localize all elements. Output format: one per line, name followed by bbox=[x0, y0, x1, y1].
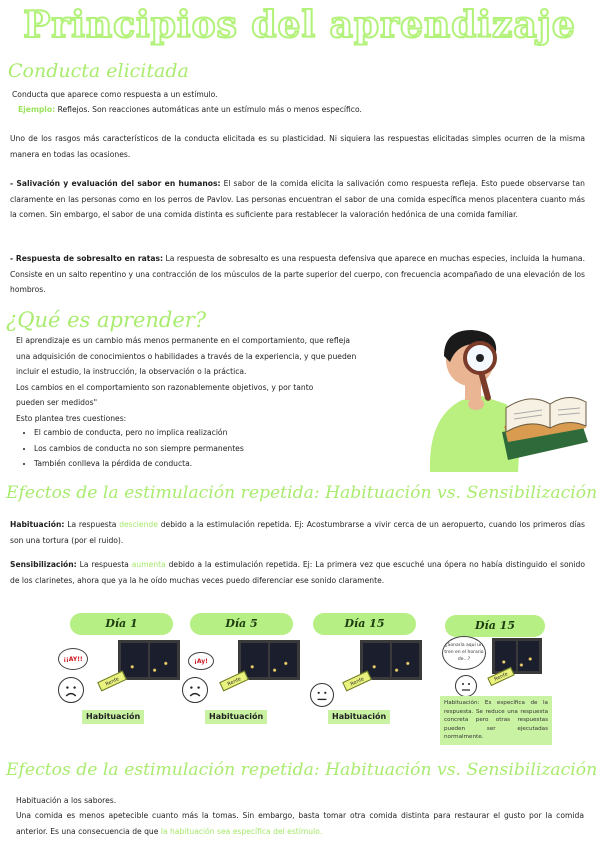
salivacion-text: El sabor de la comida elicita la salivación como respuesta refleja. Esto puede observarse tan claramente en las personas como en los perros de Pavlov. Las personas encuentran el sabor de una comida específica menos placentera cuanto más la comen. Sin embargo, el sabor de una comida distinta es suficiente para restablecer la valoración hedónica de una comida familiar. bbox=[10, 179, 585, 219]
window-night-illustration bbox=[238, 640, 300, 680]
sensibilizacion-label: Sensibilización: bbox=[10, 560, 77, 569]
aprender-line: incluir el estudio, la instrucción, la observación o la práctica. bbox=[16, 367, 247, 376]
habituacion-text: La respuesta bbox=[64, 520, 120, 529]
example-label: Ejemplo: bbox=[18, 105, 56, 114]
habituacion-definition bbox=[10, 517, 585, 548]
habituacion-note: Habituación: Es específica de la respuesta. Se reduce una respuesta concreta pero otras respuestas pueden ser ejecutadas normalmente. bbox=[440, 696, 552, 745]
aprender-line: pueden ser medidos" bbox=[16, 398, 98, 407]
day-pill: Día 15 bbox=[445, 615, 545, 637]
neutral-face-icon bbox=[455, 675, 477, 697]
sensibilizacion-definition bbox=[10, 557, 585, 588]
section-heading-efectos-1: Efectos de la estimulación repetida: Habituación vs. Sensibilización bbox=[6, 483, 598, 503]
sobresalto-heading: - Respuesta de sobresalto en ratas: bbox=[10, 254, 164, 263]
definition-text: Conducta que aparece como respuesta a un estímulo. bbox=[12, 90, 218, 99]
neutral-face-icon bbox=[310, 683, 334, 707]
list-item: • También conlleva la pérdida de conducta. bbox=[34, 456, 436, 472]
sabores-paragraph bbox=[16, 808, 584, 839]
aprender-text bbox=[16, 333, 436, 426]
window-night-illustration bbox=[492, 638, 542, 674]
train-icon: Renfe bbox=[487, 667, 514, 686]
paragraph-sobresalto bbox=[10, 251, 585, 298]
exclaim-bubble: ¡Ay! bbox=[188, 652, 214, 670]
aprender-line: una adquisición de conocimientos o habilidades a través de la experiencia, y que pueden bbox=[16, 351, 357, 361]
train-icon: Renfe bbox=[97, 671, 127, 692]
especifica-highlight: la habituación sea específica del estímulo. bbox=[160, 826, 323, 836]
exclaim-bubble: ¡¡AY!! bbox=[58, 648, 88, 670]
habituacion-tag: Habituación bbox=[82, 710, 144, 724]
section-heading-que-es-aprender: ¿Qué es aprender? bbox=[6, 308, 207, 332]
paragraph-salivacion bbox=[10, 176, 585, 223]
thought-bubble: ¿Sonaría aquí un tren en el horario de...? bbox=[442, 636, 486, 670]
aprender-line: Los cambios en el comportamiento son razonablemente objetivos, y por tanto bbox=[16, 382, 314, 392]
example-line bbox=[18, 102, 588, 118]
sensibilizacion-text: La respuesta bbox=[76, 560, 132, 569]
section-heading-conducta-elicitada: Conducta elicitada bbox=[8, 60, 189, 82]
sobresalto-text: La respuesta de sobresalto es una respuesta defensiva que aparece en muchas especies, incluida la humana. Consiste en un salto repentino y una contracción de los músculos de la parte superior del cuerpo, con frecuencia acompañado de una elevación de los hombros. bbox=[10, 254, 586, 294]
day-pill: Día 15 bbox=[313, 613, 416, 635]
section-heading-efectos-2: Efectos de la estimulación repetida: Habituación vs. Sensibilización bbox=[6, 760, 598, 780]
salivacion-heading: - Salivación y evaluación del sabor en humanos: bbox=[10, 179, 221, 188]
habituacion-tag: Habituación bbox=[328, 710, 390, 724]
student-magnifier-illustration bbox=[410, 322, 590, 472]
example-text: Reflejos. Son reacciones automáticas ante un estímulo más o menos específico. bbox=[55, 105, 362, 114]
sensibilizacion-text-cont: debido a la estimulación repetida. Ej: La primera vez que escuché una ópera no había distinguido el sonido de los clarinetes, ahora que ya la he oído muchas veces puedo diferenciar ese sonido claramente. bbox=[10, 560, 585, 585]
page-title: Principios del aprendizaje bbox=[23, 4, 576, 46]
day-pill: Día 1 bbox=[70, 613, 173, 635]
train-icon: Renfe bbox=[219, 671, 249, 692]
list-item: • Los cambios de conducta no son siempre permanentes bbox=[34, 441, 436, 457]
habituacion-text-cont: debido a la estimulación repetida. Ej: Acostumbrarse a vivir cerca de un aeropuerto, cuando los primeros días son una tortura (por el ruido). bbox=[10, 520, 585, 545]
aprender-line: Esto plantea tres cuestiones: bbox=[16, 413, 127, 423]
sad-face-icon bbox=[182, 677, 208, 703]
sad-face-icon bbox=[58, 677, 84, 703]
cuestiones-list bbox=[16, 425, 436, 472]
aumenta-highlight: aumenta bbox=[131, 560, 166, 569]
aprender-line: El aprendizaje es un cambio más menos permanente en el comportamiento, que refleja bbox=[16, 336, 351, 345]
habituacion-label: Habituación: bbox=[10, 520, 65, 529]
sabores-text: Una comida es menos apetecible cuanto más la tomas. Sin embargo, basta tomar otra comida distinta para restaurar el gusto por la comida anterior. Es una consecuencia de que bbox=[16, 811, 584, 836]
desciende-highlight: desciende bbox=[119, 520, 158, 529]
list-item: • El cambio de conducta, pero no implica realización bbox=[34, 425, 436, 441]
day-pill: Día 5 bbox=[190, 613, 293, 635]
train-icon: Renfe bbox=[342, 671, 372, 692]
paragraph-plasticidad: Uno de los rasgos más característicos de la conducta elicitada es su plasticidad. Ni siquiera las respuestas elicitadas simples ocurren de la misma manera en todas las ocasiones. bbox=[10, 134, 585, 159]
window-night-illustration bbox=[118, 640, 180, 680]
sabores-title: Habituación a los sabores. bbox=[16, 796, 117, 805]
habituacion-tag: Habituación bbox=[205, 710, 267, 724]
